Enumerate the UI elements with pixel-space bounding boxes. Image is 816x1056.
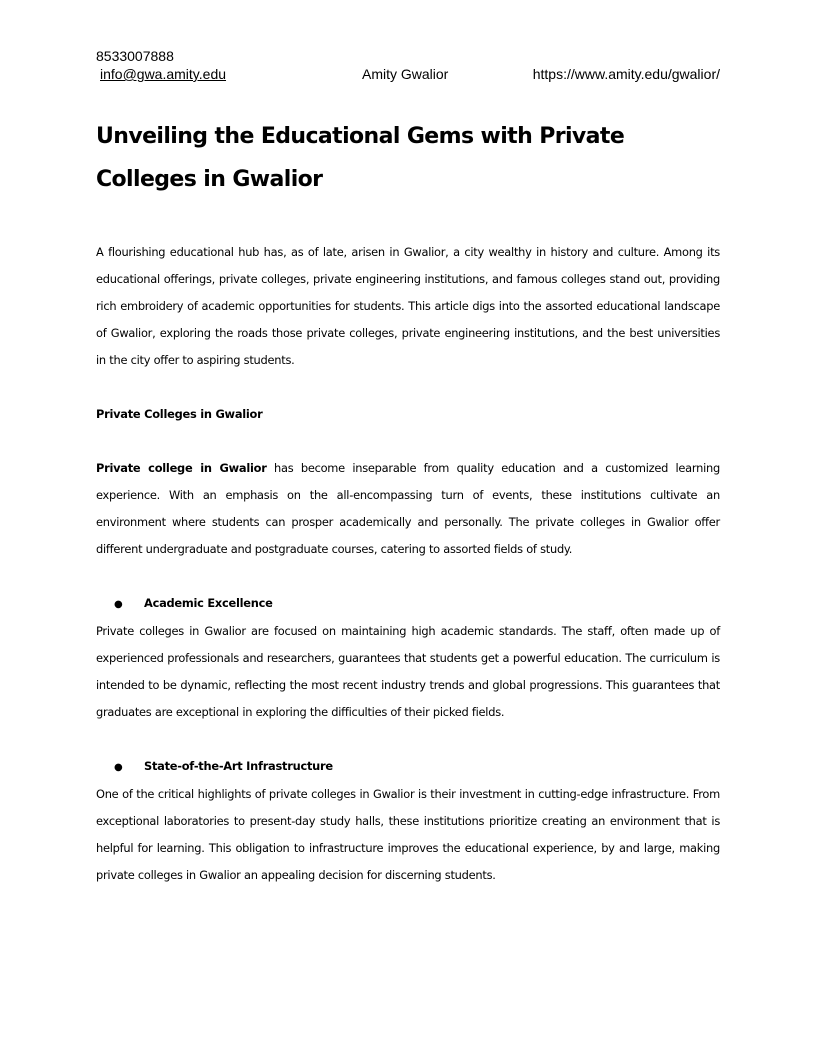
document-title: Unveiling the Educational Gems with Private Colleges in Gwalior <box>96 124 625 192</box>
section-lead-text: has become inseparable from quality education and a customized learning experience. With an emphasis on the all-encompassing turn of events, these institutions cultivate an environment where students can prosper academically and personally. The private colleges in Gwalior offer different undergraduate and postgraduate courses, catering to assorted fields of study. <box>96 461 720 556</box>
bullet-paragraph: One of the critical highlights of private colleges in Gwalior is their investment in cutting-edge infrastructure. From exceptional laboratories to present-day study halls, these institutions prioritize creating an environment that is helpful for learning. This obligation to infrastructure improves the educational experience, by and large, making private colleges in Gwalior an appealing decision for discerning students. <box>96 787 720 882</box>
section-heading: Private Colleges in Gwalior <box>96 407 263 421</box>
header-phone: 8533007888 <box>96 48 174 64</box>
page-header <box>96 47 720 83</box>
bullet-heading <box>96 753 720 781</box>
bullet-title: Academic Excellence <box>144 596 273 610</box>
document-body <box>96 239 720 889</box>
header-url-link[interactable]: https://www.amity.edu/gwalior/ <box>532 66 720 82</box>
bullet-heading <box>96 590 720 618</box>
header-campus: Amity Gwalior <box>362 66 449 82</box>
section-lead-bold: Private college in Gwalior <box>96 461 267 475</box>
bullet-title: State-of-the-Art Infrastructure <box>144 759 333 773</box>
bullet-icon: ● <box>114 599 123 610</box>
bullet-icon: ● <box>114 762 123 773</box>
section-lead-paragraph <box>96 455 720 563</box>
intro-paragraph: A flourishing educational hub has, as of late, arisen in Gwalior, a city wealthy in history and culture. Among its educational offerings, private colleges, private engineering institutions, and famous colleges stand out, providing rich embroidery of academic opportunities for students. This article digs into the assorted educational landscape of Gwalior, exploring the roads those private colleges, private engineering institutions, and the best universities in the city offer to aspiring students. <box>96 245 720 367</box>
bullet-paragraph: Private colleges in Gwalior are focused on maintaining high academic standards. The staff, often made up of experienced professionals and researchers, guarantees that students get a powerful education. The curriculum is intended to be dynamic, reflecting the most recent industry trends and global progressions. This guarantees that graduates are exceptional in exploring the difficulties of their picked fields. <box>96 624 720 719</box>
header-email-link[interactable]: info@gwa.amity.edu <box>100 66 227 82</box>
